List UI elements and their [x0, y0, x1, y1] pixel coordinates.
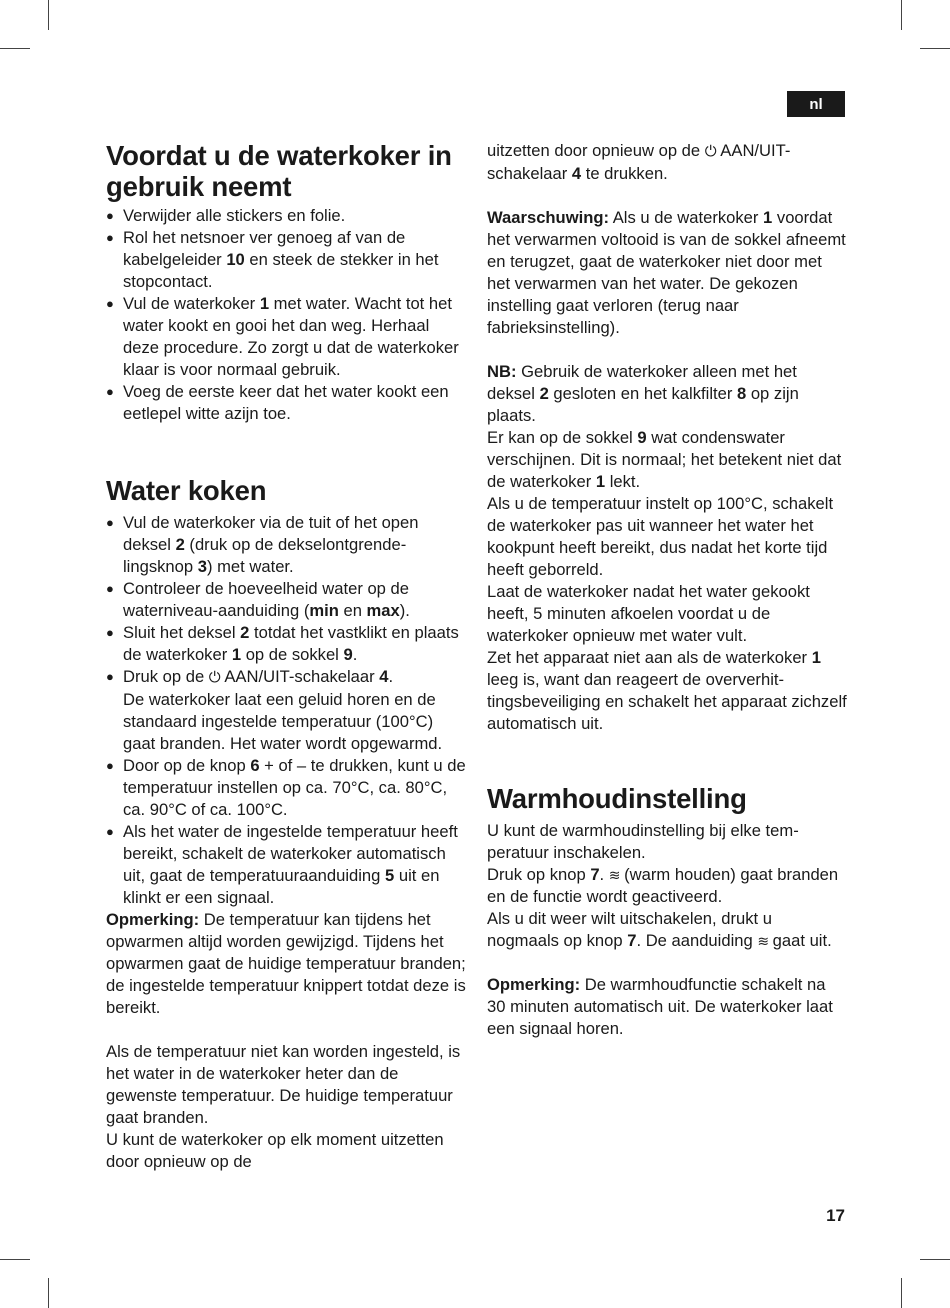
paragraph: Als de temperatuur niet kan worden ingesteld, is het water in de waterkoker heter dan de gewenste temperatuur. De huidige temperatuur gaat branden. U kunt de waterkoker op elk moment uitzetten door opnieuw op de [106, 1042, 461, 1171]
list-item: ● Verwijder alle stickers en folie. [106, 205, 468, 227]
crop-mark [0, 1259, 30, 1260]
list-item: ● Druk op de ⏻ AAN/UIT-schakelaar 4. De waterkoker laat een geluid horen en de standaard ingestelde temperatuur (100°C) gaat branden. Het water wordt opgewarmd. [106, 666, 468, 755]
water-koken-list [106, 512, 468, 909]
keep-warm-icon: ≋ [608, 867, 620, 883]
paragraph: Er kan op de sokkel 9 wat condenswater verschijnen. Dit is normaal; het betekent niet dat de waterkoker 1 lekt. [487, 428, 842, 491]
list-item: ● Door op de knop 6 + of – te drukken, kunt u de temperatuur instellen op ca. 70°C, ca. 80°C, ca. 90°C of ca. 100°C. [106, 755, 468, 821]
crop-mark [901, 1278, 902, 1308]
section-heading-before-use: Voordat u de waterkoker in gebruik neemt [106, 140, 452, 202]
warning-paragraph: Waarschuwing: Als u de waterkoker 1 voordat het verwarmen voltooid is van de sokkel afneemt en terugzet, gaat de waterkoker niet door met het verwarmen van het water. De gekozen instelling gaat verloren (terug naar fabrieksinstelling). [487, 208, 846, 337]
note-paragraph: Opmerking: De warmhoudfunctie schakelt na 30 minuten automatisch uit. De waterkoker laat een signaal horen. [487, 975, 833, 1038]
paragraph: Druk op knop 7. ≋ (warm houden) gaat branden en de functie wordt geactiveerd. [487, 865, 839, 906]
keep-warm-icon: ≋ [757, 933, 769, 949]
crop-mark [48, 0, 49, 30]
list-item: ● Vul de waterkoker 1 met water. Wacht tot het water kookt en gooi het dan weg. Herhaal deze procedure. Zo zorgt u dat de waterkoker klaar is voor normaal gebruik. [106, 293, 468, 381]
paragraph: Laat de waterkoker nadat het water gekookt heeft, 5 minuten afkoelen voordat u de waterkoker opnieuw met water vult. [487, 582, 810, 645]
left-column [106, 140, 468, 1173]
crop-mark [0, 48, 30, 49]
list-item: ● Rol het netsnoer ver genoeg af van de kabelgeleider 10 en steek de stekker in het stopcontact. [106, 227, 468, 293]
paragraph: U kunt de warmhoudinstelling bij elke temperatuur inschakelen. [487, 821, 799, 862]
paragraph-continued: uitzetten door opnieuw op de ⏻ AAN/UIT-schakelaar 4 te drukken. [487, 141, 791, 183]
crop-mark [48, 1278, 49, 1308]
list-item: ● Vul de waterkoker via de tuit of het open deksel 2 (druk op de dekselontgrendelingsknop 3) met water. [106, 512, 468, 578]
list-item: ● Voeg de eerste keer dat het water kookt een eetlepel witte azijn toe. [106, 381, 468, 425]
note-paragraph: Opmerking: De temperatuur kan tijdens het opwarmen altijd worden gewijzigd. Tijdens het opwarmen gaat de huidige temperatuur branden; de ingestelde temperatuur knippert totdat deze is bereikt. [106, 910, 466, 1017]
crop-mark [920, 1259, 950, 1260]
before-use-list [106, 205, 468, 425]
crop-mark [901, 0, 902, 30]
power-icon: ⏻ [208, 669, 221, 686]
page-number: 17 [826, 1206, 845, 1225]
language-tab: nl [787, 91, 845, 117]
list-item: ● Sluit het deksel 2 totdat het vastklikt en plaats de waterkoker 1 op de sokkel 9. [106, 622, 468, 666]
crop-mark [920, 48, 950, 49]
power-icon: ⏻ [704, 143, 717, 160]
paragraph: Als u de temperatuur instelt op 100°C, schakelt de waterkoker pas uit wanneer het water het kookpunt heeft bereikt, dus nadat het korte tijd heeft geborreld. [487, 494, 834, 579]
list-item: ● Controleer de hoeveelheid water op de waterniveau-aanduiding (min en max). [106, 578, 468, 622]
nb-paragraph: NB: Gebruik de waterkoker alleen met het deksel 2 gesloten en het kalkfilter 8 op zijn plaats. [487, 362, 799, 425]
section-heading-water-koken: Water koken [106, 475, 267, 506]
section-heading-warmhoud: Warmhoudinstelling [487, 783, 747, 814]
paragraph: Als u dit weer wilt uitschakelen, drukt u nogmaals op knop 7. De aanduiding ≋ gaat uit. [487, 909, 832, 950]
paragraph: Zet het apparaat niet aan als de waterkoker 1 leeg is, want dan reageert de oververhittingsbeveiliging en schakelt het apparaat zichzelf automatisch uit. [487, 648, 847, 733]
right-column [487, 140, 847, 1040]
list-item: ● Als het water de ingestelde temperatuur heeft bereikt, schakelt de waterkoker automatisch uit, gaat de temperatuuraanduiding 5 uit en klinkt er een signaal. [106, 821, 468, 909]
